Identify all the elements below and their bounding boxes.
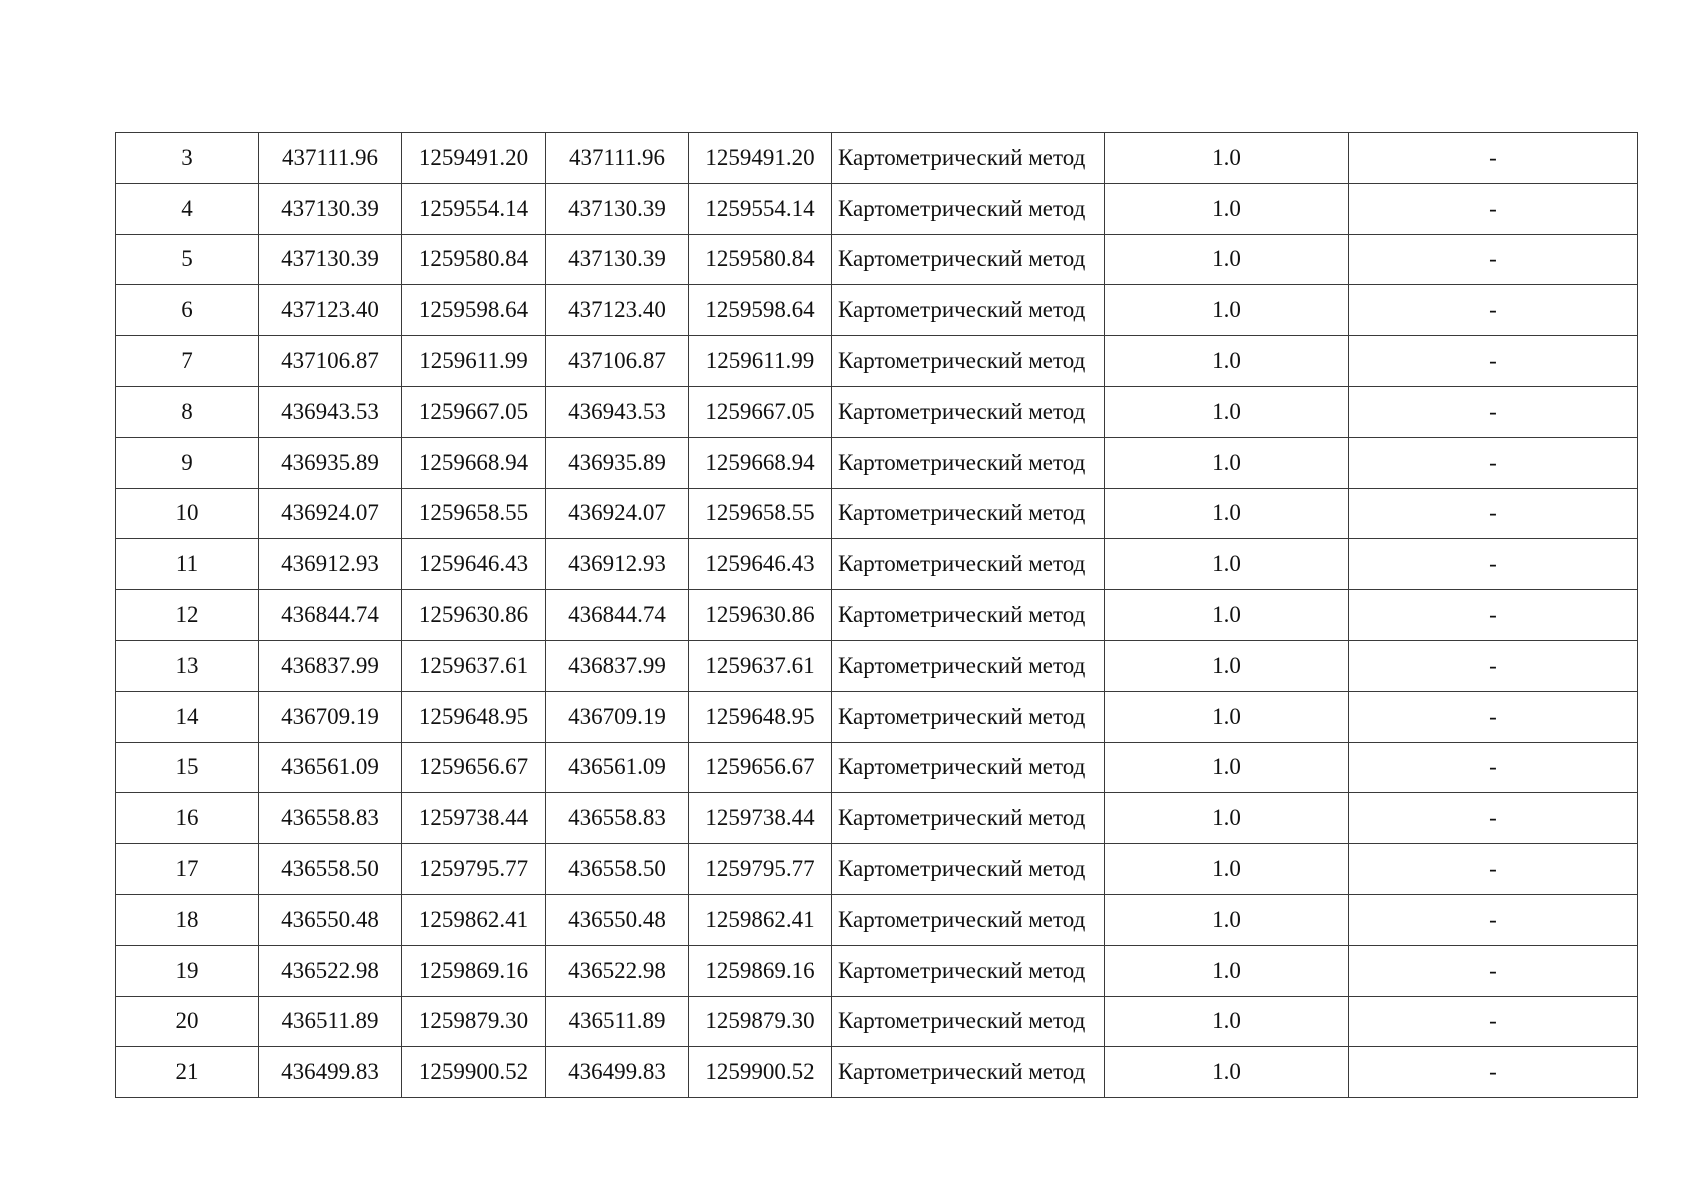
cell-method: Картометрический метод xyxy=(832,234,1105,285)
cell-refined-y: 1259580.84 xyxy=(689,234,832,285)
cell-refined-x: 436558.83 xyxy=(546,793,689,844)
table-row xyxy=(116,183,1638,234)
cell-accuracy: 1.0 xyxy=(1105,234,1349,285)
table-row xyxy=(116,742,1638,793)
cell-existing-x: 437111.96 xyxy=(259,133,402,184)
cell-refined-x: 436844.74 xyxy=(546,590,689,641)
cell-existing-y: 1259668.94 xyxy=(402,437,546,488)
table-row xyxy=(116,894,1638,945)
cell-refined-x: 436550.48 xyxy=(546,894,689,945)
cell-existing-x: 436522.98 xyxy=(259,945,402,996)
cell-method: Картометрический метод xyxy=(832,640,1105,691)
cell-existing-x: 436837.99 xyxy=(259,640,402,691)
cell-existing-y: 1259869.16 xyxy=(402,945,546,996)
cell-note: - xyxy=(1349,133,1638,184)
cell-existing-y: 1259491.20 xyxy=(402,133,546,184)
cell-refined-x: 436709.19 xyxy=(546,691,689,742)
cell-accuracy: 1.0 xyxy=(1105,945,1349,996)
cell-note: - xyxy=(1349,386,1638,437)
table-row xyxy=(116,844,1638,895)
cell-existing-y: 1259637.61 xyxy=(402,640,546,691)
cell-accuracy: 1.0 xyxy=(1105,844,1349,895)
cell-point-number: 11 xyxy=(116,539,259,590)
cell-note: - xyxy=(1349,336,1638,387)
cell-existing-x: 437123.40 xyxy=(259,285,402,336)
cell-refined-x: 436558.50 xyxy=(546,844,689,895)
cell-refined-x: 436511.89 xyxy=(546,996,689,1047)
cell-refined-x: 436935.89 xyxy=(546,437,689,488)
cell-accuracy: 1.0 xyxy=(1105,793,1349,844)
cell-accuracy: 1.0 xyxy=(1105,488,1349,539)
cell-point-number: 10 xyxy=(116,488,259,539)
cell-existing-x: 437130.39 xyxy=(259,234,402,285)
cell-existing-y: 1259738.44 xyxy=(402,793,546,844)
cell-existing-x: 436558.83 xyxy=(259,793,402,844)
cell-existing-y: 1259879.30 xyxy=(402,996,546,1047)
cell-method: Картометрический метод xyxy=(832,285,1105,336)
cell-existing-y: 1259658.55 xyxy=(402,488,546,539)
cell-existing-y: 1259656.67 xyxy=(402,742,546,793)
cell-refined-y: 1259646.43 xyxy=(689,539,832,590)
cell-method: Картометрический метод xyxy=(832,539,1105,590)
cell-note: - xyxy=(1349,793,1638,844)
cell-refined-y: 1259491.20 xyxy=(689,133,832,184)
cell-note: - xyxy=(1349,234,1638,285)
cell-refined-y: 1259637.61 xyxy=(689,640,832,691)
cell-existing-x: 436550.48 xyxy=(259,894,402,945)
cell-refined-x: 437123.40 xyxy=(546,285,689,336)
cell-existing-x: 436499.83 xyxy=(259,1047,402,1098)
cell-method: Картометрический метод xyxy=(832,1047,1105,1098)
cell-existing-y: 1259648.95 xyxy=(402,691,546,742)
table-row xyxy=(116,336,1638,387)
cell-note: - xyxy=(1349,691,1638,742)
cell-existing-x: 437106.87 xyxy=(259,336,402,387)
cell-note: - xyxy=(1349,539,1638,590)
cell-point-number: 13 xyxy=(116,640,259,691)
cell-refined-y: 1259869.16 xyxy=(689,945,832,996)
coordinates-table xyxy=(115,132,1638,1098)
cell-existing-x: 436558.50 xyxy=(259,844,402,895)
table-body xyxy=(116,133,1638,1098)
cell-existing-y: 1259554.14 xyxy=(402,183,546,234)
cell-existing-x: 436709.19 xyxy=(259,691,402,742)
table-row xyxy=(116,386,1638,437)
cell-refined-y: 1259667.05 xyxy=(689,386,832,437)
cell-note: - xyxy=(1349,183,1638,234)
cell-method: Картометрический метод xyxy=(832,945,1105,996)
cell-existing-x: 437130.39 xyxy=(259,183,402,234)
cell-note: - xyxy=(1349,285,1638,336)
cell-point-number: 5 xyxy=(116,234,259,285)
cell-existing-y: 1259646.43 xyxy=(402,539,546,590)
cell-accuracy: 1.0 xyxy=(1105,640,1349,691)
cell-refined-y: 1259879.30 xyxy=(689,996,832,1047)
cell-point-number: 4 xyxy=(116,183,259,234)
cell-method: Картометрический метод xyxy=(832,437,1105,488)
cell-refined-x: 437111.96 xyxy=(546,133,689,184)
cell-point-number: 21 xyxy=(116,1047,259,1098)
cell-method: Картометрический метод xyxy=(832,336,1105,387)
cell-accuracy: 1.0 xyxy=(1105,437,1349,488)
table-row xyxy=(116,590,1638,641)
cell-existing-y: 1259630.86 xyxy=(402,590,546,641)
cell-accuracy: 1.0 xyxy=(1105,183,1349,234)
cell-existing-y: 1259667.05 xyxy=(402,386,546,437)
table-row xyxy=(116,945,1638,996)
table-row xyxy=(116,133,1638,184)
cell-point-number: 6 xyxy=(116,285,259,336)
cell-point-number: 14 xyxy=(116,691,259,742)
cell-existing-x: 436511.89 xyxy=(259,996,402,1047)
cell-point-number: 3 xyxy=(116,133,259,184)
cell-note: - xyxy=(1349,640,1638,691)
cell-existing-y: 1259900.52 xyxy=(402,1047,546,1098)
cell-refined-x: 436499.83 xyxy=(546,1047,689,1098)
cell-existing-y: 1259795.77 xyxy=(402,844,546,895)
cell-point-number: 12 xyxy=(116,590,259,641)
cell-accuracy: 1.0 xyxy=(1105,133,1349,184)
cell-refined-y: 1259611.99 xyxy=(689,336,832,387)
cell-accuracy: 1.0 xyxy=(1105,742,1349,793)
cell-refined-y: 1259668.94 xyxy=(689,437,832,488)
cell-refined-y: 1259554.14 xyxy=(689,183,832,234)
cell-method: Картометрический метод xyxy=(832,793,1105,844)
cell-refined-y: 1259630.86 xyxy=(689,590,832,641)
cell-refined-y: 1259862.41 xyxy=(689,894,832,945)
table-row xyxy=(116,1047,1638,1098)
cell-method: Картометрический метод xyxy=(832,691,1105,742)
cell-point-number: 8 xyxy=(116,386,259,437)
table-row xyxy=(116,285,1638,336)
cell-note: - xyxy=(1349,742,1638,793)
cell-existing-x: 436912.93 xyxy=(259,539,402,590)
cell-method: Картометрический метод xyxy=(832,133,1105,184)
cell-refined-x: 437130.39 xyxy=(546,183,689,234)
table-row xyxy=(116,996,1638,1047)
cell-point-number: 19 xyxy=(116,945,259,996)
table-row xyxy=(116,437,1638,488)
cell-refined-x: 436943.53 xyxy=(546,386,689,437)
cell-existing-y: 1259862.41 xyxy=(402,894,546,945)
cell-point-number: 7 xyxy=(116,336,259,387)
cell-method: Картометрический метод xyxy=(832,844,1105,895)
cell-accuracy: 1.0 xyxy=(1105,996,1349,1047)
cell-note: - xyxy=(1349,590,1638,641)
cell-accuracy: 1.0 xyxy=(1105,590,1349,641)
cell-note: - xyxy=(1349,844,1638,895)
cell-note: - xyxy=(1349,894,1638,945)
cell-method: Картометрический метод xyxy=(832,742,1105,793)
cell-note: - xyxy=(1349,945,1638,996)
table-row xyxy=(116,793,1638,844)
cell-refined-x: 437130.39 xyxy=(546,234,689,285)
cell-accuracy: 1.0 xyxy=(1105,336,1349,387)
cell-refined-y: 1259598.64 xyxy=(689,285,832,336)
cell-refined-x: 436561.09 xyxy=(546,742,689,793)
cell-point-number: 17 xyxy=(116,844,259,895)
cell-refined-x: 437106.87 xyxy=(546,336,689,387)
cell-method: Картометрический метод xyxy=(832,386,1105,437)
cell-refined-x: 436837.99 xyxy=(546,640,689,691)
cell-point-number: 18 xyxy=(116,894,259,945)
cell-method: Картометрический метод xyxy=(832,996,1105,1047)
table-row xyxy=(116,539,1638,590)
cell-point-number: 9 xyxy=(116,437,259,488)
cell-existing-y: 1259580.84 xyxy=(402,234,546,285)
cell-point-number: 16 xyxy=(116,793,259,844)
cell-refined-y: 1259656.67 xyxy=(689,742,832,793)
cell-accuracy: 1.0 xyxy=(1105,285,1349,336)
cell-accuracy: 1.0 xyxy=(1105,386,1349,437)
table-row xyxy=(116,234,1638,285)
cell-existing-x: 436924.07 xyxy=(259,488,402,539)
cell-accuracy: 1.0 xyxy=(1105,691,1349,742)
cell-method: Картометрический метод xyxy=(832,183,1105,234)
cell-refined-x: 436912.93 xyxy=(546,539,689,590)
cell-refined-x: 436522.98 xyxy=(546,945,689,996)
cell-existing-x: 436943.53 xyxy=(259,386,402,437)
cell-refined-y: 1259738.44 xyxy=(689,793,832,844)
cell-accuracy: 1.0 xyxy=(1105,539,1349,590)
cell-accuracy: 1.0 xyxy=(1105,1047,1349,1098)
cell-existing-x: 436935.89 xyxy=(259,437,402,488)
cell-existing-x: 436561.09 xyxy=(259,742,402,793)
cell-refined-y: 1259900.52 xyxy=(689,1047,832,1098)
cell-existing-y: 1259598.64 xyxy=(402,285,546,336)
cell-refined-y: 1259658.55 xyxy=(689,488,832,539)
cell-note: - xyxy=(1349,1047,1638,1098)
cell-point-number: 15 xyxy=(116,742,259,793)
table-row xyxy=(116,691,1638,742)
cell-point-number: 20 xyxy=(116,996,259,1047)
cell-refined-y: 1259648.95 xyxy=(689,691,832,742)
cell-note: - xyxy=(1349,996,1638,1047)
table-row xyxy=(116,640,1638,691)
cell-method: Картометрический метод xyxy=(832,590,1105,641)
cell-note: - xyxy=(1349,488,1638,539)
cell-accuracy: 1.0 xyxy=(1105,894,1349,945)
cell-method: Картометрический метод xyxy=(832,894,1105,945)
cell-existing-x: 436844.74 xyxy=(259,590,402,641)
cell-method: Картометрический метод xyxy=(832,488,1105,539)
cell-existing-y: 1259611.99 xyxy=(402,336,546,387)
table-row xyxy=(116,488,1638,539)
cell-refined-y: 1259795.77 xyxy=(689,844,832,895)
cell-note: - xyxy=(1349,437,1638,488)
cell-refined-x: 436924.07 xyxy=(546,488,689,539)
